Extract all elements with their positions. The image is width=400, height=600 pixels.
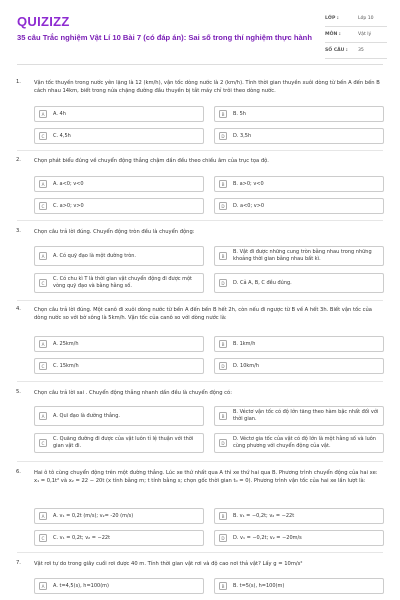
meta-value: Lớp 10 xyxy=(358,16,374,21)
option-text: C. a>0; v>0 xyxy=(53,202,84,209)
option-a[interactable] xyxy=(34,106,204,122)
option-letter: D xyxy=(219,439,227,447)
option-text: D. 10km/h xyxy=(233,362,260,369)
option-text: B. 1km/h xyxy=(233,340,256,347)
option-text: A. a<0; v<0 xyxy=(53,180,84,187)
option-b[interactable] xyxy=(214,406,384,426)
question-text: Vật rơi tự do trong giây cuối rơi được 40 m. Tính thời gian vật rơi và độ cao nơi thả vật? Lấy g = 10m/s² xyxy=(34,561,303,567)
header-divider xyxy=(17,64,383,65)
option-letter: B xyxy=(219,252,227,260)
option-text: B. 5h xyxy=(233,110,246,117)
option-letter: A xyxy=(39,180,47,188)
question-separator xyxy=(17,381,383,382)
option-b[interactable] xyxy=(214,176,384,192)
option-letter: B xyxy=(219,180,227,188)
question-text: Vận tốc thuyền trong nước yên lặng là 12 (km/h), vận tốc dòng nước là 2 (km/h). Tính thời gian thuyền xuôi dòng từ bến A đến bến B cách nhau 14km, biết trong nửa chặng đường đầu thuyền bị tắt máy chỉ trôi theo dòng nước. xyxy=(34,80,380,95)
question-text: Hai ô tô cùng chuyển động trên một đường thẳng. Lúc xe thứ nhất qua A thì xe thứ hai qua B. Phương trình chuyển động của hai xe: x₁ = 0,1t² và x₂ = 22 − 20t (x tính bằng m; t tính bằng s; chọn gốc thời gian t₀ = 0). Phương trình vận tốc của hai xe lần lượt là: xyxy=(34,470,378,485)
option-letter: B xyxy=(219,412,227,420)
option-text: C. Quãng đường đi được của vật luôn tỉ lệ thuận với thời gian vật đi. xyxy=(53,436,194,449)
option-letter: C xyxy=(39,439,47,447)
question-text: Chọn câu trả lời sai . Chuyển động thẳng nhanh dần đều là chuyển động có: xyxy=(34,390,232,396)
option-b[interactable] xyxy=(214,336,384,352)
option-a[interactable] xyxy=(34,406,204,426)
question-text: Chọn câu trả lời đúng. Một canô đi xuôi dòng nước từ bến A đến bến B hết 2h, còn nếu đi ngược từ B về A hết 3h. Biết vận tốc của dòng nước so với bờ sông là 5km/h. Vận tốc của canô so với dòng nước là: xyxy=(34,307,372,322)
question-separator xyxy=(17,300,383,301)
question-separator xyxy=(17,220,383,221)
question-number: 1. xyxy=(16,79,21,85)
option-text: C. Có chu kì T là thời gian vật chuyển động đi được một vòng quỹ đạo và bằng hằng số. xyxy=(53,276,192,289)
option-text: B. a>0; v<0 xyxy=(233,180,264,187)
option-text: D. Cả A, B, C đều đúng. xyxy=(233,279,292,286)
option-letter: B xyxy=(219,110,227,118)
meta-label: LỚP : xyxy=(325,16,339,21)
option-letter: B xyxy=(219,582,227,590)
meta-row-count xyxy=(325,43,387,59)
option-text: A. 4h xyxy=(53,110,66,117)
option-letter: C xyxy=(39,202,47,210)
option-letter: C xyxy=(39,534,47,542)
option-a[interactable] xyxy=(34,176,204,192)
option-text: A. t=4,5(s), h=100(m) xyxy=(53,582,109,589)
option-text: C. 15km/h xyxy=(53,362,79,369)
question-number: 2. xyxy=(16,157,21,163)
option-a[interactable] xyxy=(34,336,204,352)
option-b[interactable] xyxy=(214,246,384,266)
meta-row-class xyxy=(325,11,387,27)
option-d[interactable] xyxy=(214,273,384,293)
meta-table xyxy=(325,11,387,59)
document-title: 35 câu Trắc nghiệm Vật Lí 10 Bài 7 (có đáp án): Sai số trong thí nghiệm thực hành xyxy=(17,33,312,42)
meta-label: SỐ CÂU : xyxy=(325,48,348,53)
option-c[interactable] xyxy=(34,530,204,546)
option-text: D. 3,5h xyxy=(233,132,252,139)
meta-label: MÔN : xyxy=(325,32,341,37)
meta-row-subject xyxy=(325,27,387,43)
option-a[interactable] xyxy=(34,246,204,266)
option-letter: C xyxy=(39,279,47,287)
option-text: D. Véctơ gia tốc của vật có độ lớn là một hằng số và luôn cùng phương với chuyển động của vật. xyxy=(233,436,376,449)
question-number: 3. xyxy=(16,228,21,234)
option-c[interactable] xyxy=(34,433,204,453)
question-number: 6. xyxy=(16,469,21,475)
option-d[interactable] xyxy=(214,433,384,453)
option-d[interactable] xyxy=(214,198,384,214)
question-separator xyxy=(17,461,383,462)
option-letter: A xyxy=(39,110,47,118)
option-a[interactable] xyxy=(34,508,204,524)
question-number: 4. xyxy=(16,306,21,312)
option-letter: C xyxy=(39,132,47,140)
option-letter: D xyxy=(219,279,227,287)
option-b[interactable] xyxy=(214,578,384,594)
option-d[interactable] xyxy=(214,358,384,374)
option-text: A. 25km/h xyxy=(53,340,79,347)
option-letter: B xyxy=(219,340,227,348)
option-text: C. 4,5h xyxy=(53,132,71,139)
option-letter: B xyxy=(219,512,227,520)
option-text: B. v₁ = −0,2t; v₂ = −22t xyxy=(233,512,295,519)
option-text: B. Vật đi được những cung tròn bằng nhau trong những khoảng thời gian bằng nhau bất kì. xyxy=(233,249,372,262)
option-c[interactable] xyxy=(34,358,204,374)
option-b[interactable] xyxy=(214,508,384,524)
quizizz-logo: QUIZIZZ xyxy=(17,14,70,29)
option-text: A. Quĩ đạo là đường thẳng. xyxy=(53,412,120,419)
option-letter: A xyxy=(39,340,47,348)
question-separator xyxy=(17,552,383,553)
option-letter: A xyxy=(39,582,47,590)
option-d[interactable] xyxy=(214,530,384,546)
option-text: D. v₁ = −0,2t; v₂ = −20m/s xyxy=(233,534,302,541)
option-c[interactable] xyxy=(34,273,204,293)
question-number: 5. xyxy=(16,389,21,395)
option-b[interactable] xyxy=(214,106,384,122)
option-letter: D xyxy=(219,534,227,542)
question-text: Chọn câu trả lời đúng. Chuyển động tròn đều là chuyển động: xyxy=(34,229,195,235)
option-d[interactable] xyxy=(214,128,384,144)
question-separator xyxy=(17,150,383,151)
option-a[interactable] xyxy=(34,578,204,594)
meta-value: Vật lý xyxy=(358,32,372,37)
option-letter: A xyxy=(39,252,47,260)
option-text: A. Có quỹ đạo là một đường tròn. xyxy=(53,252,137,259)
option-letter: D xyxy=(219,362,227,370)
option-letter: A xyxy=(39,512,47,520)
option-text: B. Véctơ vận tốc có độ lớn tăng theo hàm bậc nhất đối với thời gian. xyxy=(233,409,379,422)
option-letter: C xyxy=(39,362,47,370)
option-c[interactable] xyxy=(34,198,204,214)
option-letter: D xyxy=(219,132,227,140)
option-letter: D xyxy=(219,202,227,210)
option-text: B. t=5(s), h=100(m) xyxy=(233,582,285,589)
option-text: D. a<0; v>0 xyxy=(233,202,265,209)
option-c[interactable] xyxy=(34,128,204,144)
document-header xyxy=(0,0,400,62)
option-text: C. v₁ = 0,2t; v₂ = −22t xyxy=(53,534,111,541)
meta-value: 35 xyxy=(358,48,364,53)
question-text: Chọn phát biểu đúng về chuyển động thẳng chậm dần đều theo chiều âm của trục tọa độ. xyxy=(34,158,269,164)
question-number: 7. xyxy=(16,560,21,566)
option-text: A. v₁ = 0,2t (m/s); v₂= -20 (m/s) xyxy=(53,512,134,519)
option-letter: A xyxy=(39,412,47,420)
